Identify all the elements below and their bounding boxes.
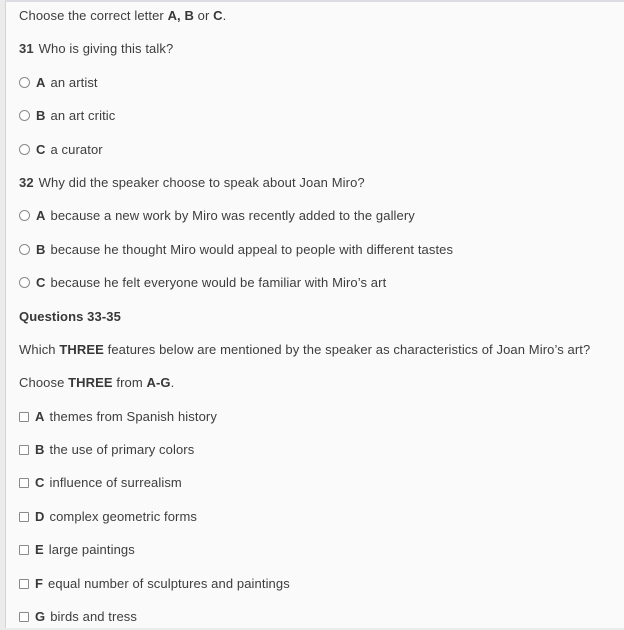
checkbox-33-g[interactable] [19,612,29,622]
option-row-33-g[interactable] [19,609,616,625]
instruction-text: Which [19,341,60,357]
option-letter: A [36,74,46,90]
checkbox-33-f[interactable] [19,579,29,589]
checkbox-33-c[interactable] [19,478,29,488]
instruction-choose-abc [19,8,616,24]
question-panel [5,0,624,628]
checkbox-33-d[interactable] [19,512,29,522]
option-row-33-b[interactable] [19,442,616,458]
instruction-text: Choose the correct letter [19,8,168,23]
instruction-bold: THREE [68,375,113,391]
option-text: themes from Spanish history [49,408,217,424]
option-row-31-a[interactable] [19,75,616,91]
option-letter: G [35,609,46,625]
instruction-text: . [222,8,227,23]
option-letter: C [35,475,45,491]
option-text: birds and tress [50,609,137,625]
option-text: equal number of sculptures and paintings [48,575,290,591]
instruction-text: or [193,8,214,23]
instruction-choose-three [19,375,616,391]
checkbox-33-b[interactable] [19,445,29,455]
option-text: an artist [50,74,98,90]
option-row-31-b[interactable] [19,108,616,124]
option-text: complex geometric forms [49,508,198,524]
instruction-text: Choose [19,375,69,391]
option-row-33-d[interactable] [19,509,616,525]
question-31-title [19,41,616,57]
option-row-31-c[interactable] [19,142,616,158]
section-heading-questions-33-35: Questions 33-35 [19,308,121,324]
instruction-bold: C [213,8,223,23]
option-row-32-c[interactable] [19,275,616,291]
radio-q31-a[interactable] [19,77,30,88]
option-letter: E [35,542,44,558]
option-text: influence of surrealism [49,475,182,491]
checkbox-33-e[interactable] [19,545,29,555]
option-row-33-a[interactable] [19,409,616,425]
option-letter: B [36,108,46,124]
question-text: Who is giving this talk? [38,41,174,57]
instruction-bold: THREE [59,341,104,357]
option-row-33-e[interactable] [19,542,616,558]
question-text: Why did the speaker choose to speak about Joan Miro? [38,174,365,190]
option-letter: D [35,508,45,524]
instruction-which-three [19,342,616,358]
option-text: because he thought Miro would appeal to people with different tastes [50,241,454,257]
option-letter: B [35,442,45,458]
instruction-text: . [170,375,175,391]
option-letter: B [36,241,46,257]
option-letter: C [36,275,46,291]
instruction-text: features below are mentioned by the speaker as characteristics of Joan Miro’s art? [103,341,591,357]
option-row-32-a[interactable] [19,208,616,224]
radio-q32-c[interactable] [19,277,30,288]
option-letter: A [35,408,45,424]
instruction-text: from [112,375,147,391]
option-letter: A [36,208,46,224]
option-letter: C [36,141,46,157]
option-text: because he felt everyone would be familiar with Miro’s art [50,275,387,291]
question-32-title [19,175,616,191]
radio-q32-b[interactable] [19,244,30,255]
option-row-33-c[interactable] [19,475,616,491]
option-row-32-b[interactable] [19,242,616,258]
checkbox-33-a[interactable] [19,412,29,422]
radio-q32-a[interactable] [19,210,30,221]
radio-q31-b[interactable] [19,110,30,121]
question-number: 31 [19,41,34,57]
option-text: because a new work by Miro was recently added to the gallery [50,208,415,224]
instruction-bold: A, B [167,8,194,23]
option-text: large paintings [48,542,135,558]
radio-q31-c[interactable] [19,144,30,155]
option-text: a curator [50,141,103,157]
option-text: the use of primary colors [49,442,195,458]
question-number: 32 [19,174,34,190]
option-letter: F [35,575,44,591]
option-text: an art critic [50,108,116,124]
instruction-bold: A-G [146,375,171,391]
option-row-33-f[interactable] [19,576,616,592]
